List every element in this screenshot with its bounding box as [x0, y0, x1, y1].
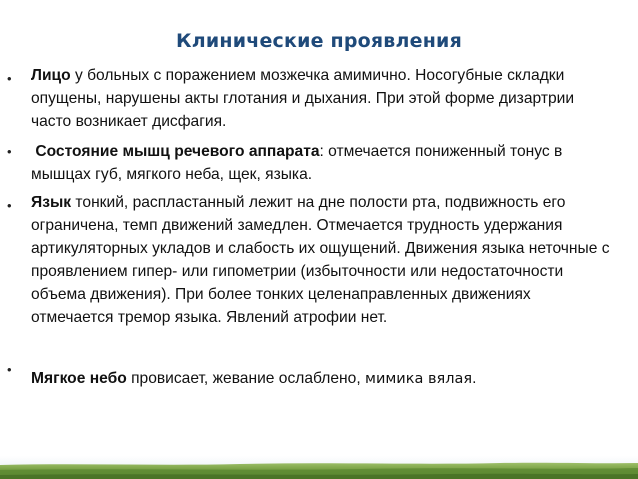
term-palate: Мягкое небо	[31, 370, 127, 387]
paragraph-text: : отмечается пониженный тонус в мышцах губ, мягкого неба, щек, языка.	[31, 143, 563, 183]
paragraph-end: .	[472, 370, 477, 387]
slide-title: Клинические проявления	[176, 30, 462, 52]
paragraph-palate	[31, 367, 611, 391]
paragraph-text: у больных с поражением мозжечка амимично. Носогубные складки опущены, нарушены акты глотания и дыхания. При этой форме дизартрии часто возникает дисфагия.	[31, 67, 575, 130]
footer-landscape	[0, 456, 638, 479]
term-muscles: Состояние мышц речевого аппарата	[35, 143, 320, 160]
footer-landscape-graphic	[0, 456, 638, 479]
paragraph-tongue	[31, 191, 611, 329]
term-face: Лицо	[31, 67, 71, 84]
paragraph-text: тонкий, распластанный лежит на дне полости рта, подвижность его ограничена, темп движений замедлен. Отмечается трудность удержания артикуляторных укладов и слабость их ощущений. Движения языка неточные с проявлением гипер- или гипометрии (избыточности или недостаточности объема движения). При более тонких целенаправленных движениях отмечается тремор языка. Явлений атрофии нет.	[31, 194, 610, 326]
paragraph-text: провисает, жевание ослаблено,	[126, 370, 365, 387]
paragraph-face	[31, 64, 611, 133]
bullet-marker: •	[7, 198, 12, 213]
bullet-marker: •	[7, 71, 12, 86]
term-tongue: Язык	[31, 194, 72, 211]
paragraph-muscles	[31, 140, 611, 186]
bullet-marker: •	[7, 144, 12, 159]
bullet-marker: •	[7, 362, 12, 377]
paragraph-tail: мимика вялая	[365, 371, 473, 387]
